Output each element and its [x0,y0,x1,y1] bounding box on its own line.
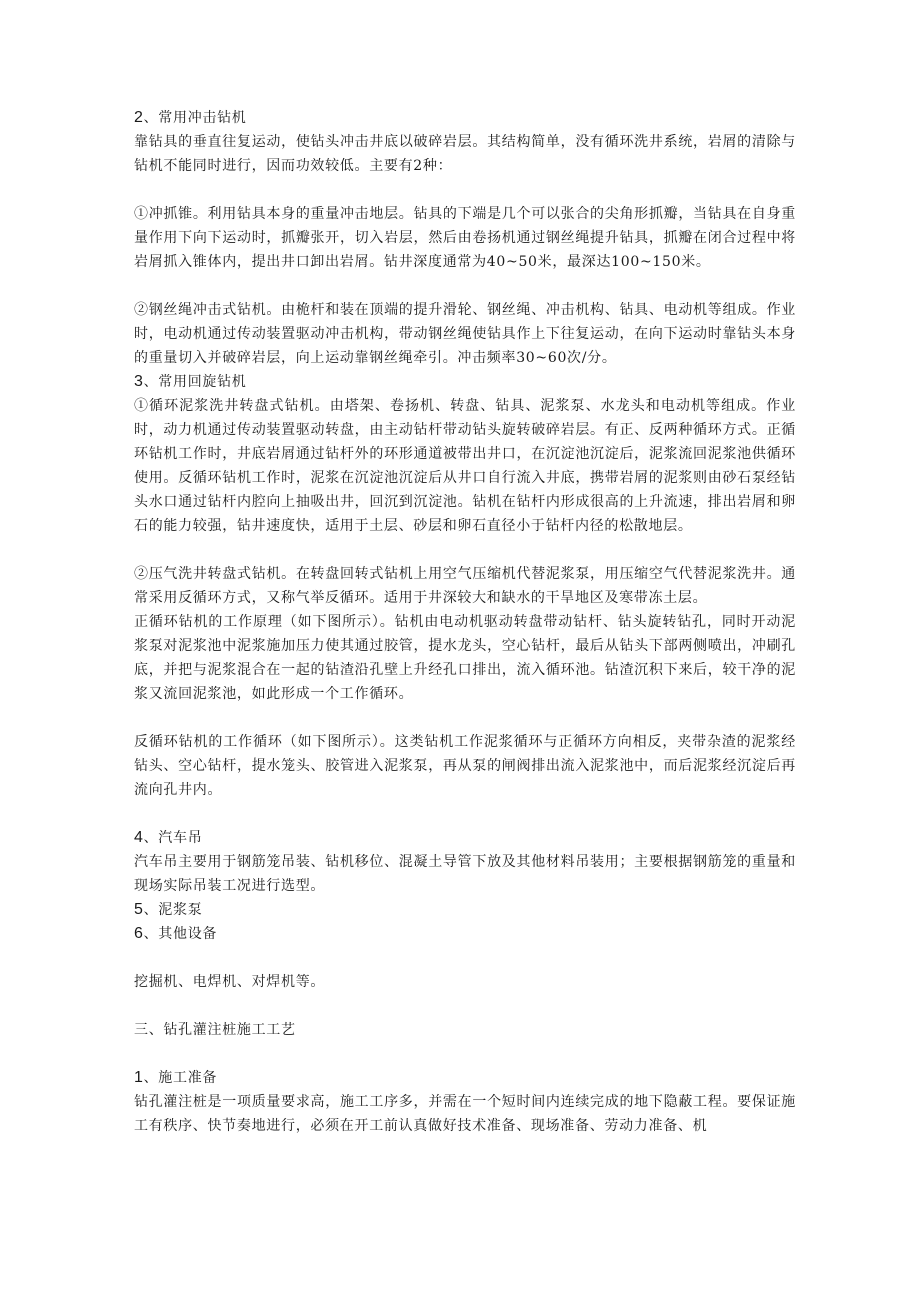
section-5-number: 5 [134,901,144,918]
section-4-heading [134,826,796,850]
section-2-item-1: ①冲抓锥。利用钻具本身的重量冲击地层。钻具的下端是几个可以张合的尖角形抓瓣，当钻具在自身重量作用下向下运动时，抓瓣张开，切入岩层，然后由卷扬机通过钢丝绳提升钻具，抓瓣在闭合过程中将岩屑抓入锥体内，提出井口卸出岩屑。钻井深度通常为40~50米，最深达100~150米。 [134,206,796,270]
section-2-number: 2 [134,109,144,126]
section-5-title: 、泥浆泵 [143,902,203,918]
section-6-heading [134,922,796,946]
section-6-body: 挖掘机、电焊机、对焊机等。 [134,974,326,990]
section-6-title: 、其他设备 [143,926,218,942]
section-3-item-1: ①循环泥浆洗井转盘式钻机。由塔架、卷扬机、转盘、钻具、泥浆泵、水龙头和电动机等组成。作业时，动力机通过传动装置驱动转盘，由主动钻杆带动钻头旋转破碎岩层。有正、反两种循环方式。正循环钻机工作时，井底岩屑通过钻杆外的环形通道被带出井口，在沉淀池沉淀后，泥浆流回泥浆池供循环使用。反循环钻机工作时，泥浆在沉淀池沉淀后从井口自行流入井底，携带岩屑的泥浆则由砂石泵经钻头水口通过钻杆内腔向上抽吸出井，回沉到沉淀池。钻机在钻杆内形成很高的上升流速，排出岩屑和卵石的能力较强，钻井速度快，适用于土层、砂层和卵石直径小于钻杆内径的松散地层。 [134,398,796,534]
section-6-number: 6 [134,925,144,942]
part-3-section-1-number: 1 [134,1069,144,1086]
section-3-title: 、常用回旋钻机 [143,374,247,390]
section-4-body: 汽车吊主要用于钢筋笼吊装、钻机移位、混凝土导管下放及其他材料吊装用；主要根据钢筋笼的重量和现场实际吊装工况进行选型。 [134,854,796,894]
part-3-title: 三、钻孔灌注桩施工工艺 [134,1022,296,1038]
part-3-section-1-title: 、施工准备 [143,1070,218,1086]
section-2-heading [134,106,796,130]
section-5-heading [134,898,796,922]
section-2-intro: 靠钻具的垂直往复运动，使钻头冲击井底以破碎岩层。其结构简单，没有循环洗井系统，岩屑的清除与钻机不能同时进行，因而功效较低。主要有2种： [134,134,796,174]
document-page [134,106,796,1138]
part-3-section-1-body: 钻孔灌注桩是一项质量要求高，施工工序多，并需在一个短时间内连续完成的地下隐蔽工程。要保证施工有秩序、快节奏地进行，必须在开工前认真做好技术准备、现场准备、劳动力准备、机 [134,1094,796,1134]
section-2-item-2: ②钢丝绳冲击式钻机。由桅杆和装在顶端的提升滑轮、钢丝绳、冲击机构、钻具、电动机等组成。作业时，电动机通过传动装置驱动冲击机构，带动钢丝绳使钻具作上下往复运动，在向下运动时靠钻头本身的重量切入并破碎岩层，向上运动靠钢丝绳牵引。冲击频率30~60次/分。 [134,302,796,366]
section-3-reverse-circulation: 反循环钻机的工作循环（如下图所示）。这类钻机工作泥浆循环与正循环方向相反，夹带杂渣的泥浆经钻头、空心钻杆，提水笼头、胶管进入泥浆泵，再从泵的闸阀排出流入泥浆池中，而后泥浆经沉淀后再流向孔井内。 [134,734,796,798]
section-4-title: 、汽车吊 [143,830,203,846]
section-4-number: 4 [134,829,144,846]
section-3-forward-circulation: 正循环钻机的工作原理（如下图所示）。钻机由电动机驱动转盘带动钻杆、钻头旋转钻孔，同时开动泥浆泵对泥浆池中泥浆施加压力使其通过胶管，提水龙头，空心钻杆，最后从钻头下部两侧喷出，冲刷孔底，并把与泥浆混合在一起的钻渣沿孔壁上升经孔口排出，流入循环池。钻渣沉积下来后，较干净的泥浆又流回泥浆池，如此形成一个工作循环。 [134,614,796,702]
section-3-item-2: ②压气洗井转盘式钻机。在转盘回转式钻机上用空气压缩机代替泥浆泵，用压缩空气代替泥浆洗井。通常采用反循环方式，又称气举反循环。适用于井深较大和缺水的干旱地区及寒带冻土层。 [134,566,796,606]
section-2-title: 、常用冲击钻机 [143,110,247,126]
part-3-section-1-heading [134,1066,796,1090]
section-3-number: 3 [134,373,144,390]
section-3-heading [134,370,796,394]
